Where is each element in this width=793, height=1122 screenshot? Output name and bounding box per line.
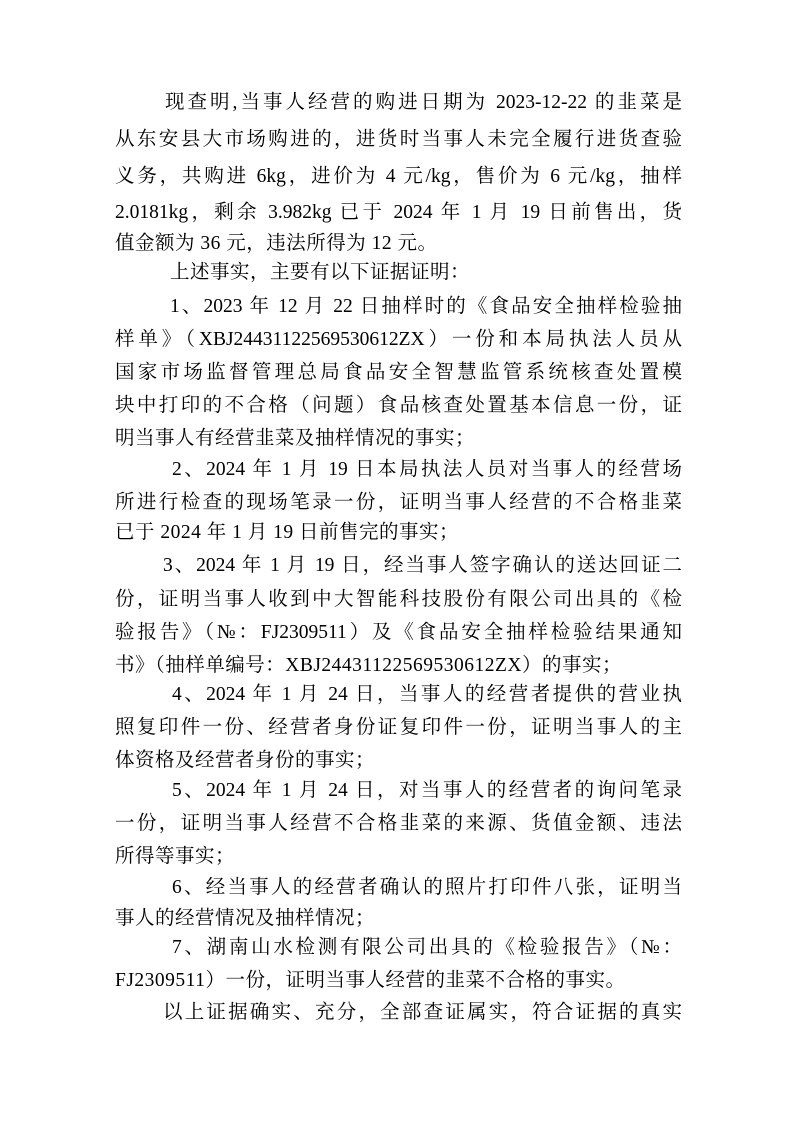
text-line: 所得等事实； xyxy=(115,846,236,867)
text-line: 验报告》（№：FJ2309511）及《食品安全抽样检验结果通知 xyxy=(115,622,682,643)
text-line: 上述事实，主要有以下证据证明： xyxy=(170,262,471,283)
text-line: 一份，证明当事人经营不合格韭菜的来源、货值金额、违法 xyxy=(115,813,682,834)
text-line: 书》（抽样单编号：XBJ24431122569530612ZX）的事实； xyxy=(115,655,622,676)
text-line: 以上证据确实、充分，全部查证属实，符合证据的真实 xyxy=(163,1002,682,1023)
text-line: 7、湖南山水检测有限公司出具的《检验报告》（№： xyxy=(172,937,682,958)
text-line: 所进行检查的现场笔录一份，证明当事人经营的不合格韭菜 xyxy=(115,492,682,513)
text-line: 现查明,当事人经营的购进日期为 2023-12-22 的韭菜是 xyxy=(165,92,682,113)
text-line: FJ2309511）一份，证明当事人经营的韭菜不合格的事实。 xyxy=(115,970,626,991)
text-line: 6、经当事人的经营者确认的照片打印件八张，证明当 xyxy=(172,877,682,898)
text-line: 已于 2024 年 1 月 19 日前售完的事实； xyxy=(115,522,460,543)
text-line: 3、2024 年 1 月 19 日，经当事人签字确认的送达回证二 xyxy=(163,555,682,576)
text-line: 值金额为 36 元，违法所得为 12 元。 xyxy=(115,233,438,254)
text-line: 体资格及经营者身份的事实； xyxy=(115,750,376,771)
text-line: 国家市场监督管理总局食品安全智慧监管系统核查处置模 xyxy=(115,362,682,383)
text-line: 从东安县大市场购进的，进货时当事人未完全履行进货查验 xyxy=(115,129,682,150)
text-line: 义务，共购进 6kg，进价为 4 元/kg，售价为 6 元/kg，抽样 xyxy=(115,166,682,187)
text-line: 明当事人有经营韭菜及抽样情况的事实； xyxy=(115,428,476,449)
text-line: 2、2024 年 1 月 19 日本局执法人员对当事人的经营场 xyxy=(172,459,682,480)
text-line: 4、2024 年 1 月 24 日，当事人的经营者提供的营业执 xyxy=(172,684,682,705)
text-line: 5、2024 年 1 月 24 日，对当事人的经营者的询问笔录 xyxy=(172,780,682,801)
text-line: 1、2023 年 12 月 22 日抽样时的《食品安全抽样检验抽 xyxy=(170,296,682,317)
text-line: 照复印件一份、经营者身份证复印件一份，证明当事人的主 xyxy=(115,717,682,738)
text-line: 份，证明当事人收到中大智能科技股份有限公司出具的《检 xyxy=(115,589,682,610)
text-line: 块中打印的不合格（问题）食品核查处置基本信息一份，证 xyxy=(115,395,682,416)
text-line: 2.0181kg，剩余 3.982kg 已于 2024 年 1 月 19 日前售出，货 xyxy=(115,202,682,223)
text-line: 事人的经营情况及抽样情况； xyxy=(115,908,376,929)
text-line: 样单》（XBJ24431122569530612ZX）一份和本局执法人员从 xyxy=(115,329,682,350)
